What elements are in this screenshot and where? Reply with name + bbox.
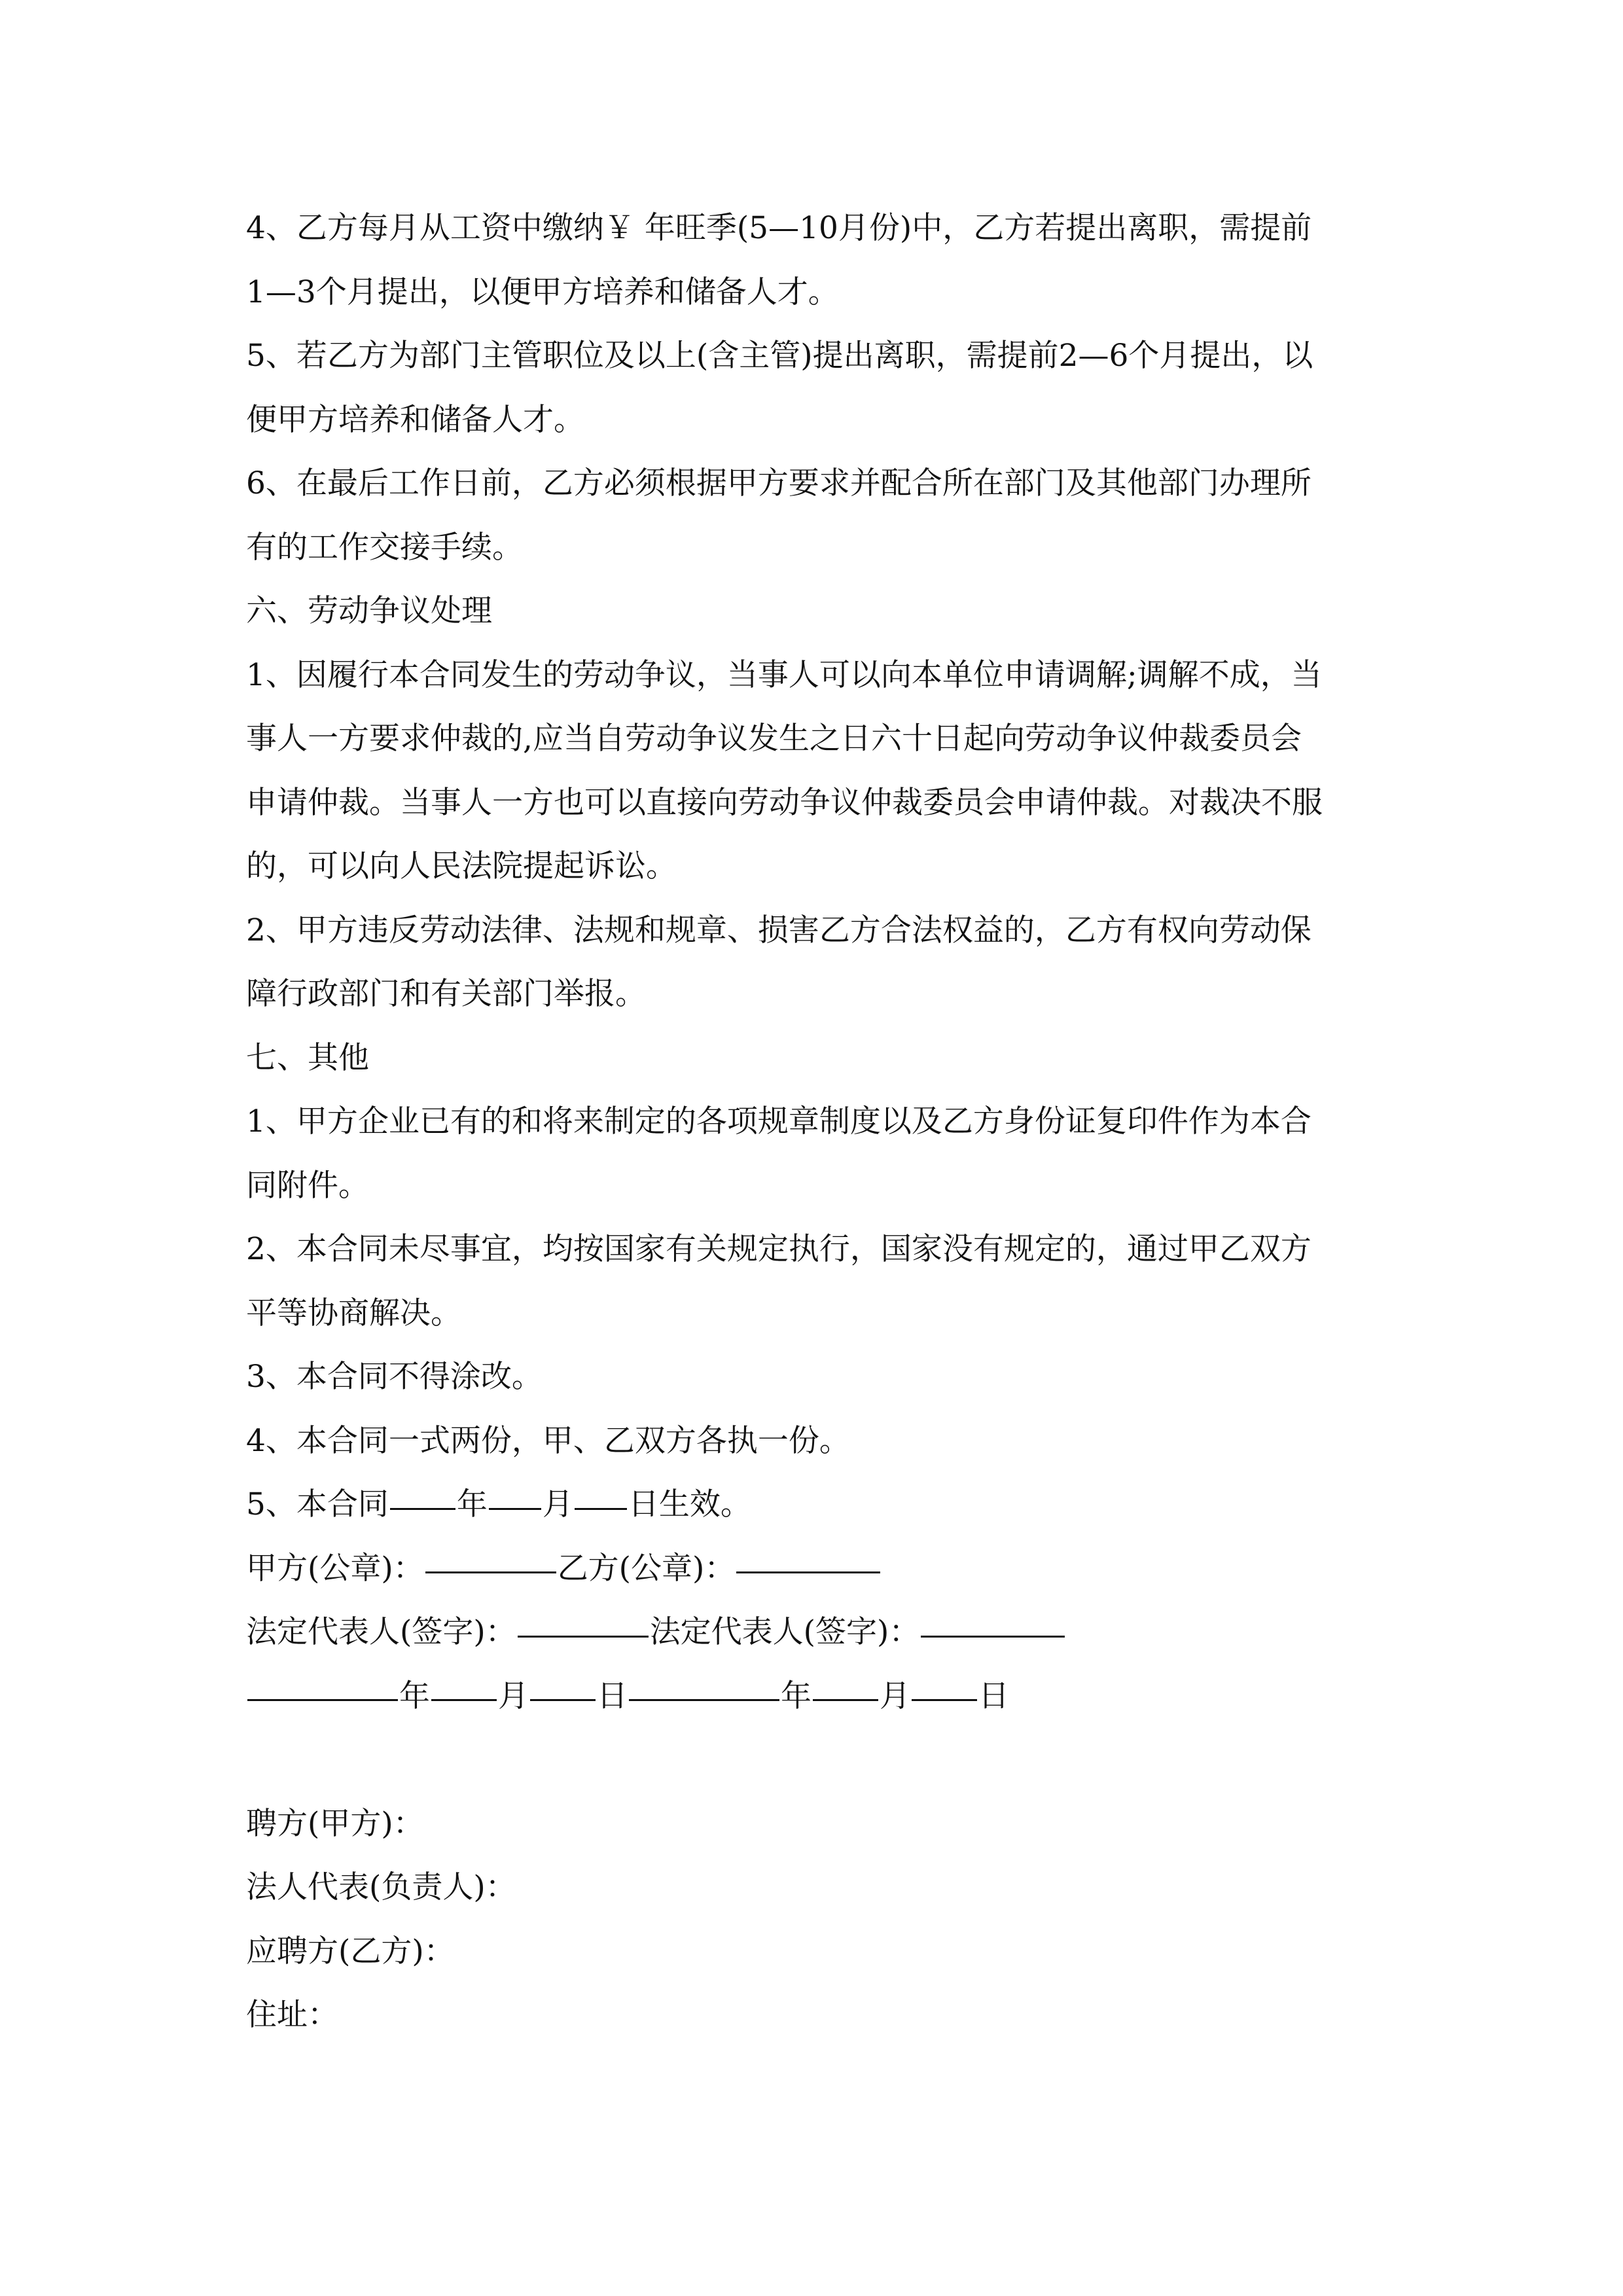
party-b-year-blank bbox=[629, 1698, 779, 1701]
clause-6-2-line-2: 障行政部门和有关部门举报。 bbox=[246, 976, 646, 1012]
party-b-seal-blank bbox=[736, 1571, 880, 1573]
party-b-year-label: 年 bbox=[781, 1677, 812, 1714]
section-6-heading: 六、劳动争议处理 bbox=[246, 593, 492, 629]
effective-suffix: 日生效。 bbox=[628, 1486, 751, 1522]
section-7-heading: 七、其他 bbox=[246, 1039, 369, 1076]
employer-label: 聘方(甲方)： bbox=[246, 1805, 424, 1842]
effective-year-blank bbox=[390, 1507, 455, 1510]
clause-5-5-line-1: 5、若乙方为部门主管职位及以上(含主管)提出离职，需提前2—6个月提出，以 bbox=[246, 338, 1313, 374]
legal-representative-label: 法人代表(负责人)： bbox=[246, 1869, 516, 1905]
clause-7-4: 4、本合同一式两份，甲、乙双方各执一份。 bbox=[246, 1422, 850, 1459]
party-a-day-label: 日 bbox=[597, 1677, 628, 1714]
clause-7-1-line-2: 同附件。 bbox=[246, 1167, 369, 1204]
party-a-day-blank bbox=[530, 1698, 596, 1701]
clause-5-4-line-2: 1—3个月提出，以便甲方培养和储备人才。 bbox=[246, 274, 839, 310]
address-label: 住址： bbox=[246, 1997, 338, 2033]
clause-7-1-line-1: 1、甲方企业已有的和将来制定的各项规章制度以及乙方身份证复印件作为本合 bbox=[246, 1103, 1311, 1139]
party-a-month-label: 月 bbox=[498, 1677, 529, 1714]
party-a-rep-label: 法定代表人(签字)： bbox=[246, 1614, 516, 1650]
party-a-year-label: 年 bbox=[399, 1677, 430, 1714]
party-b-month-blank bbox=[813, 1698, 878, 1701]
effective-day-blank bbox=[575, 1507, 627, 1510]
party-b-rep-label: 法定代表人(签字)： bbox=[649, 1614, 920, 1650]
spacer bbox=[246, 1728, 1378, 1792]
effective-year-label: 年 bbox=[456, 1486, 488, 1522]
clause-5-6-line-1: 6、在最后工作日前，乙方必须根据甲方要求并配合所在部门及其他部门办理所 bbox=[246, 465, 1311, 501]
clause-7-2-line-2: 平等协商解决。 bbox=[246, 1295, 461, 1331]
clause-6-1-line-4: 的，可以向人民法院提起诉讼。 bbox=[246, 848, 677, 884]
employee-label: 应聘方(乙方)： bbox=[246, 1933, 455, 1969]
clause-5-6-line-2: 有的工作交接手续。 bbox=[246, 529, 523, 565]
party-b-day-blank bbox=[912, 1698, 977, 1701]
party-a-year-blank bbox=[247, 1698, 398, 1701]
party-a-rep-blank bbox=[518, 1635, 649, 1638]
clause-6-1-line-2: 事人一方要求仲裁的,应当自劳动争议发生之日六十日起向劳动争议仲裁委员会 bbox=[246, 721, 1302, 757]
signing-date-line bbox=[246, 1664, 1378, 1729]
seal-line bbox=[246, 1537, 1378, 1601]
representative-line bbox=[246, 1600, 1378, 1664]
party-b-rep-blank bbox=[921, 1635, 1065, 1638]
party-a-month-blank bbox=[431, 1698, 497, 1701]
party-b-seal-label: 乙方(公章)： bbox=[557, 1550, 736, 1587]
clause-6-1-line-1: 1、因履行本合同发生的劳动争议，当事人可以向本单位申请调解;调解不成，当 bbox=[246, 656, 1322, 693]
clause-7-5-effective-date bbox=[246, 1473, 1378, 1537]
effective-month-label: 月 bbox=[542, 1486, 573, 1522]
contract-body bbox=[246, 196, 1378, 2047]
party-a-seal-label: 甲方(公章)： bbox=[246, 1550, 424, 1587]
party-b-day-label: 日 bbox=[978, 1677, 1009, 1714]
clause-6-1-line-3: 申请仲裁。当事人一方也可以直接向劳动争议仲裁委员会申请仲裁。对裁决不服 bbox=[246, 784, 1323, 821]
clause-7-2-line-1: 2、本合同未尽事宜，均按国家有关规定执行，国家没有规定的，通过甲乙双方 bbox=[246, 1231, 1311, 1267]
clause-5-4-line-1: 4、乙方每月从工资中缴纳￥ 年旺季(5—10月份)中，乙方若提出离职，需提前 bbox=[246, 210, 1312, 246]
party-a-seal-blank bbox=[425, 1571, 556, 1573]
effective-prefix: 5、本合同 bbox=[246, 1486, 389, 1522]
clause-6-2-line-1: 2、甲方违反劳动法律、法规和规章、损害乙方合法权益的，乙方有权向劳动保 bbox=[246, 912, 1311, 948]
party-b-month-label: 月 bbox=[880, 1677, 910, 1714]
effective-month-blank bbox=[489, 1507, 541, 1510]
clause-7-3: 3、本合同不得涂改。 bbox=[246, 1359, 543, 1395]
clause-5-5-line-2: 便甲方培养和储备人才。 bbox=[246, 401, 584, 438]
